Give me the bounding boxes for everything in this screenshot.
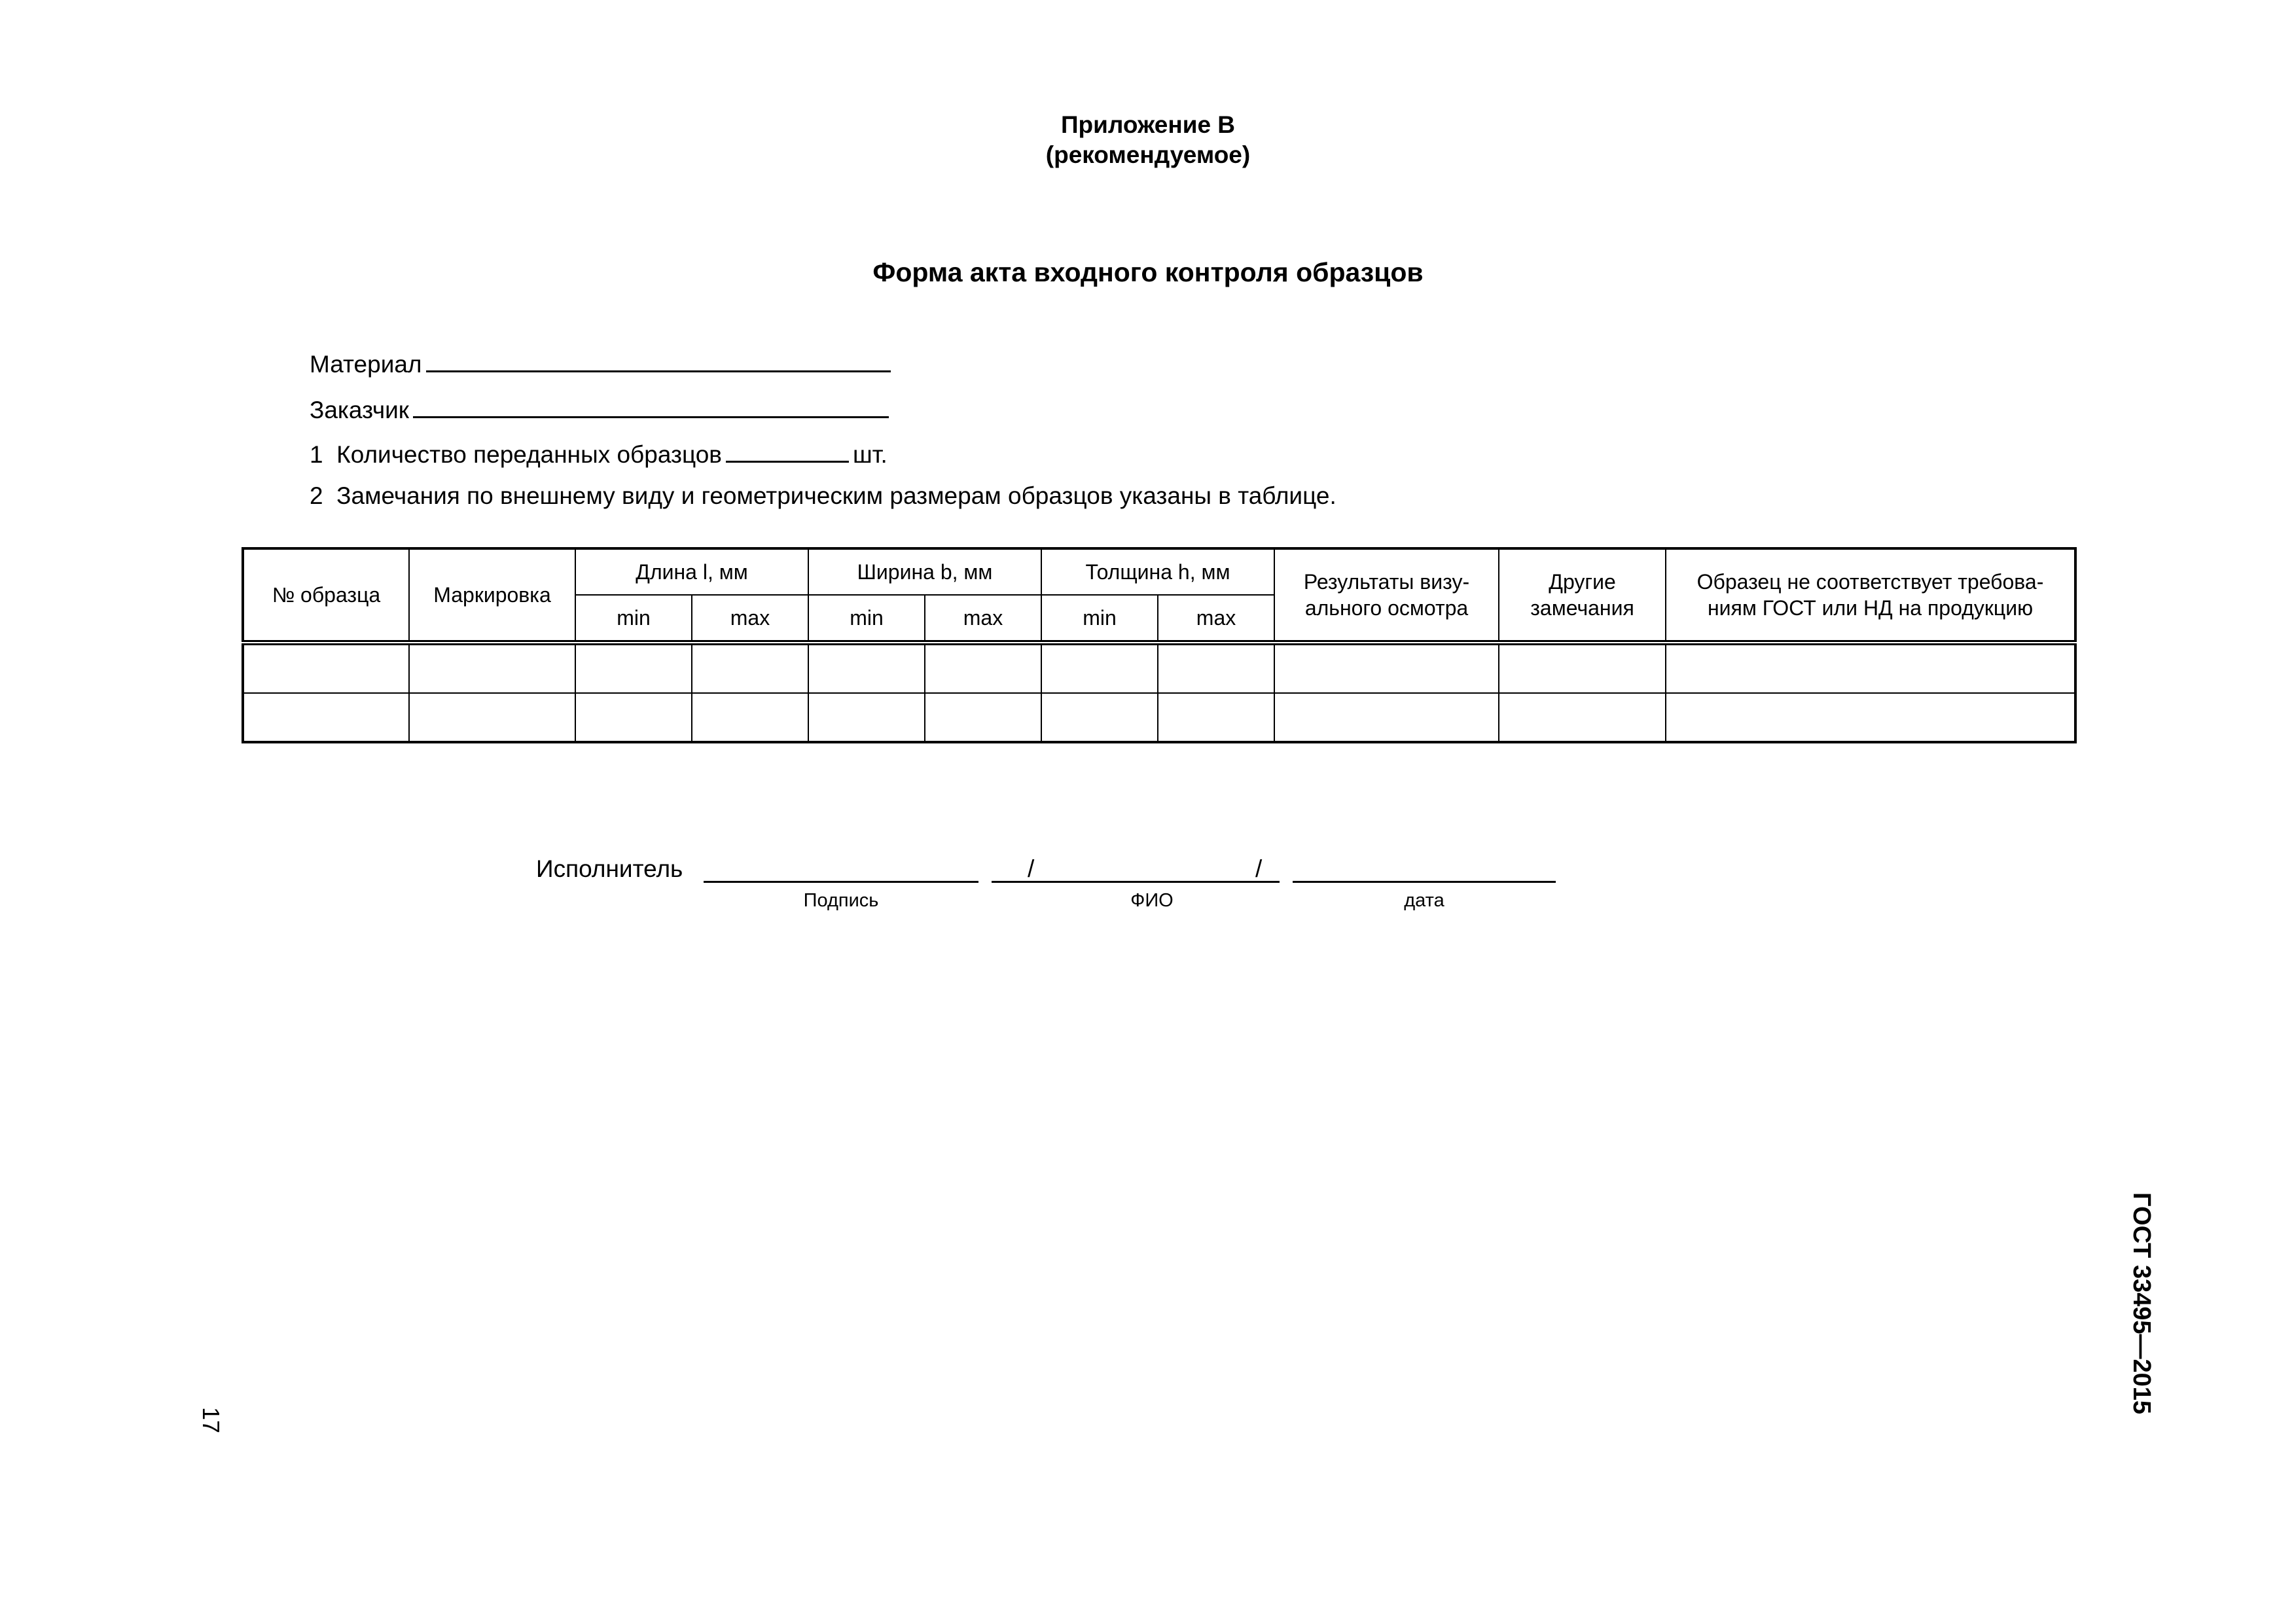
table-cell[interactable] [409,643,575,693]
table-cell[interactable] [243,693,409,742]
signature-caption: Подпись [803,890,879,911]
table-cell[interactable] [808,643,925,693]
name-slash-right: / [1255,855,1263,882]
name-caption: ФИО [1130,890,1174,911]
form-title: Форма акта входного контроля образцов [872,257,1424,287]
item-1-unit: шт. [852,441,888,468]
appendix-status: (рекомендуемое) [1045,141,1251,168]
table-header-row [243,548,2075,595]
table-cell[interactable] [1666,643,2075,693]
table-cell[interactable] [692,693,808,742]
length-min: min [575,595,692,643]
table-cell[interactable] [575,693,692,742]
item-1-number: 1 [310,441,323,468]
standard-designation: ГОСТ 33495—2015 [2128,1192,2155,1415]
sample-count-field[interactable] [726,437,849,463]
width-min: min [808,595,925,643]
thickness-max: max [1158,595,1274,643]
width-max: max [925,595,1041,643]
item-1-line [310,437,888,469]
table-cell[interactable] [925,693,1041,742]
performer-label: Исполнитель [536,855,683,882]
header-sample-no: № образца [243,548,409,643]
customer-line [310,393,893,424]
table-cell[interactable] [409,693,575,742]
customer-field[interactable] [413,393,889,418]
table-cell[interactable] [1041,693,1158,742]
name-slash-left: / [1028,855,1035,882]
table-cell[interactable] [243,643,409,693]
item-1-text: Количество переданных образцов [336,441,722,468]
table-cell[interactable] [1499,643,1666,693]
table-cell[interactable] [1499,693,1666,742]
header-width: Ширина b, мм [808,548,1041,595]
table-cell[interactable] [1274,693,1499,742]
date-field[interactable] [1293,881,1556,883]
table-cell[interactable] [1274,643,1499,693]
table-cell[interactable] [925,643,1041,693]
header-other-remarks: Другие замечания [1499,548,1666,643]
header-thickness: Толщина h, мм [1041,548,1274,595]
item-2-line [310,482,1336,510]
material-label: Материал [310,351,422,378]
inspection-table [242,547,2077,743]
customer-label: Заказчик [310,397,409,423]
material-line [310,347,895,378]
appendix-title: Приложение В [1060,111,1236,138]
table-row [243,693,2075,742]
thickness-min: min [1041,595,1158,643]
table-cell[interactable] [1158,643,1274,693]
header-length: Длина l, мм [575,548,808,595]
table-cell[interactable] [1666,693,2075,742]
length-max: max [692,595,808,643]
header-marking: Маркировка [409,548,575,643]
header-visual-results: Результаты визу- ального осмотра [1274,548,1499,643]
table-cell[interactable] [1041,643,1158,693]
appendix-heading [0,110,2296,170]
table-cell[interactable] [808,693,925,742]
date-caption: дата [1404,890,1444,911]
page-number: 17 [198,1407,224,1434]
item-2-number: 2 [310,482,323,509]
item-2-text: Замечания по внешнему виду и геометрическим размерам образцов указаны в таблице. [336,482,1336,509]
table-cell[interactable] [692,643,808,693]
header-nonconformity: Образец не соответствует требова- ниям ГОСТ или НД на продукцию [1666,548,2075,643]
table-cell[interactable] [575,643,692,693]
signature-field[interactable] [704,881,978,883]
name-field[interactable] [992,881,1280,883]
table-row [243,643,2075,693]
table-cell[interactable] [1158,693,1274,742]
material-field[interactable] [426,347,891,372]
